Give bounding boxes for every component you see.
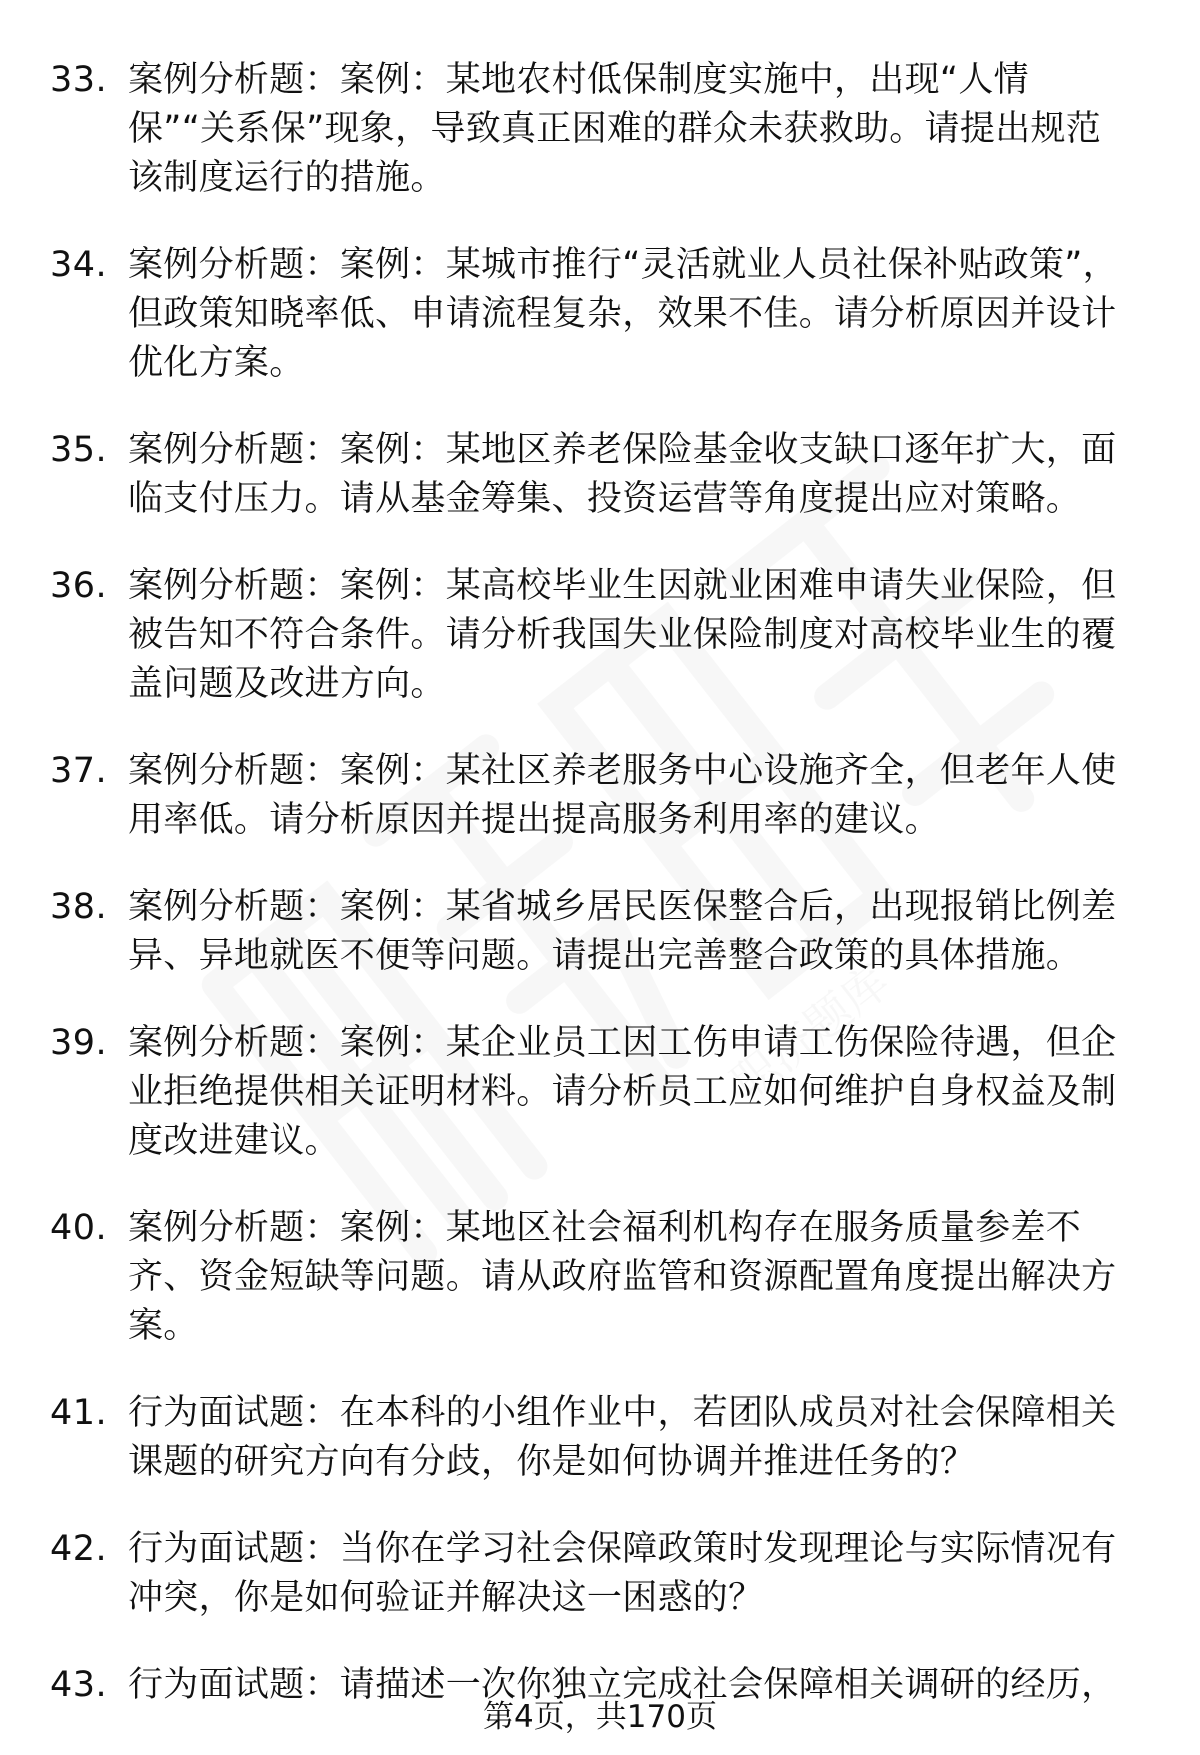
question-text: 案例分析题：案例：某省城乡居民医保整合后，出现报销比例差异、异地就医不便等问题。请提出完善整合政策的具体措施。: [128, 887, 1117, 976]
question-text: 行为面试题：当你在学习社会保障政策时发现理论与实际情况有冲突，你是如何验证并解决这一困惑的？: [128, 1529, 1117, 1618]
question-number: 43.: [50, 1665, 108, 1705]
question-item-37: [0, 747, 1200, 845]
question-number: 36.: [50, 566, 108, 606]
question-list: [0, 56, 1200, 1748]
question-item-42: [0, 1525, 1200, 1623]
question-text: 案例分析题：案例：某地区社会福利机构存在服务质量参差不齐、资金短缺等问题。请从政府监管和资源配置角度提出解决方案。: [128, 1208, 1117, 1346]
question-number: 40.: [50, 1208, 108, 1248]
question-number: 35.: [50, 430, 108, 470]
question-item-41: [0, 1389, 1200, 1487]
question-text: 案例分析题：案例：某企业员工因工伤申请工伤保险待遇，但企业拒绝提供相关证明材料。请分析员工应如何维护自身权益及制度改进建议。: [128, 1023, 1117, 1161]
question-item-34: [0, 241, 1200, 388]
question-number: 39.: [50, 1023, 108, 1063]
question-number: 38.: [50, 887, 108, 927]
question-number: 34.: [50, 245, 108, 285]
question-item-38: [0, 883, 1200, 981]
question-text: 案例分析题：案例：某城市推行“灵活就业人员社保补贴政策”，但政策知晓率低、申请流程复杂，效果不佳。请分析原因并设计优化方案。: [128, 245, 1118, 383]
question-item-35: [0, 426, 1200, 524]
question-item-33: [0, 56, 1200, 203]
page-number-footer: 第4页，共170页: [483, 1699, 717, 1735]
question-item-39: [0, 1019, 1200, 1166]
question-text: 案例分析题：案例：某高校毕业生因就业困难申请失业保险，但被告知不符合条件。请分析我国失业保险制度对高校毕业生的覆盖问题及改进方向。: [128, 566, 1117, 704]
question-number: 33.: [50, 60, 108, 100]
question-number: 37.: [50, 751, 108, 791]
question-number: 42.: [50, 1529, 108, 1569]
question-text: 案例分析题：案例：某地农村低保制度实施中，出现“人情保”“关系保”现象，导致真正困难的群众未获救助。请提出规范该制度运行的措施。: [128, 60, 1102, 198]
question-text: 案例分析题：案例：某社区养老服务中心设施齐全，但老年人使用率低。请分析原因并提出提高服务利用率的建议。: [128, 751, 1117, 840]
question-item-40: [0, 1204, 1200, 1351]
question-text: 行为面试题：请描述一次你独立完成社会保障相关调研的经历，: [128, 1665, 1117, 1705]
question-number: 41.: [50, 1393, 108, 1433]
svg-text:职济题库: 职济题库: [721, 954, 900, 1111]
question-item-36: [0, 562, 1200, 709]
question-text: 案例分析题：案例：某地区养老保险基金收支缺口逐年扩大，面临支付压力。请从基金筹集、投资运营等角度提出应对策略。: [128, 430, 1117, 519]
question-text: 行为面试题：在本科的小组作业中，若团队成员对社会保障相关课题的研究方向有分歧，你是如何协调并推进任务的？: [128, 1393, 1117, 1482]
